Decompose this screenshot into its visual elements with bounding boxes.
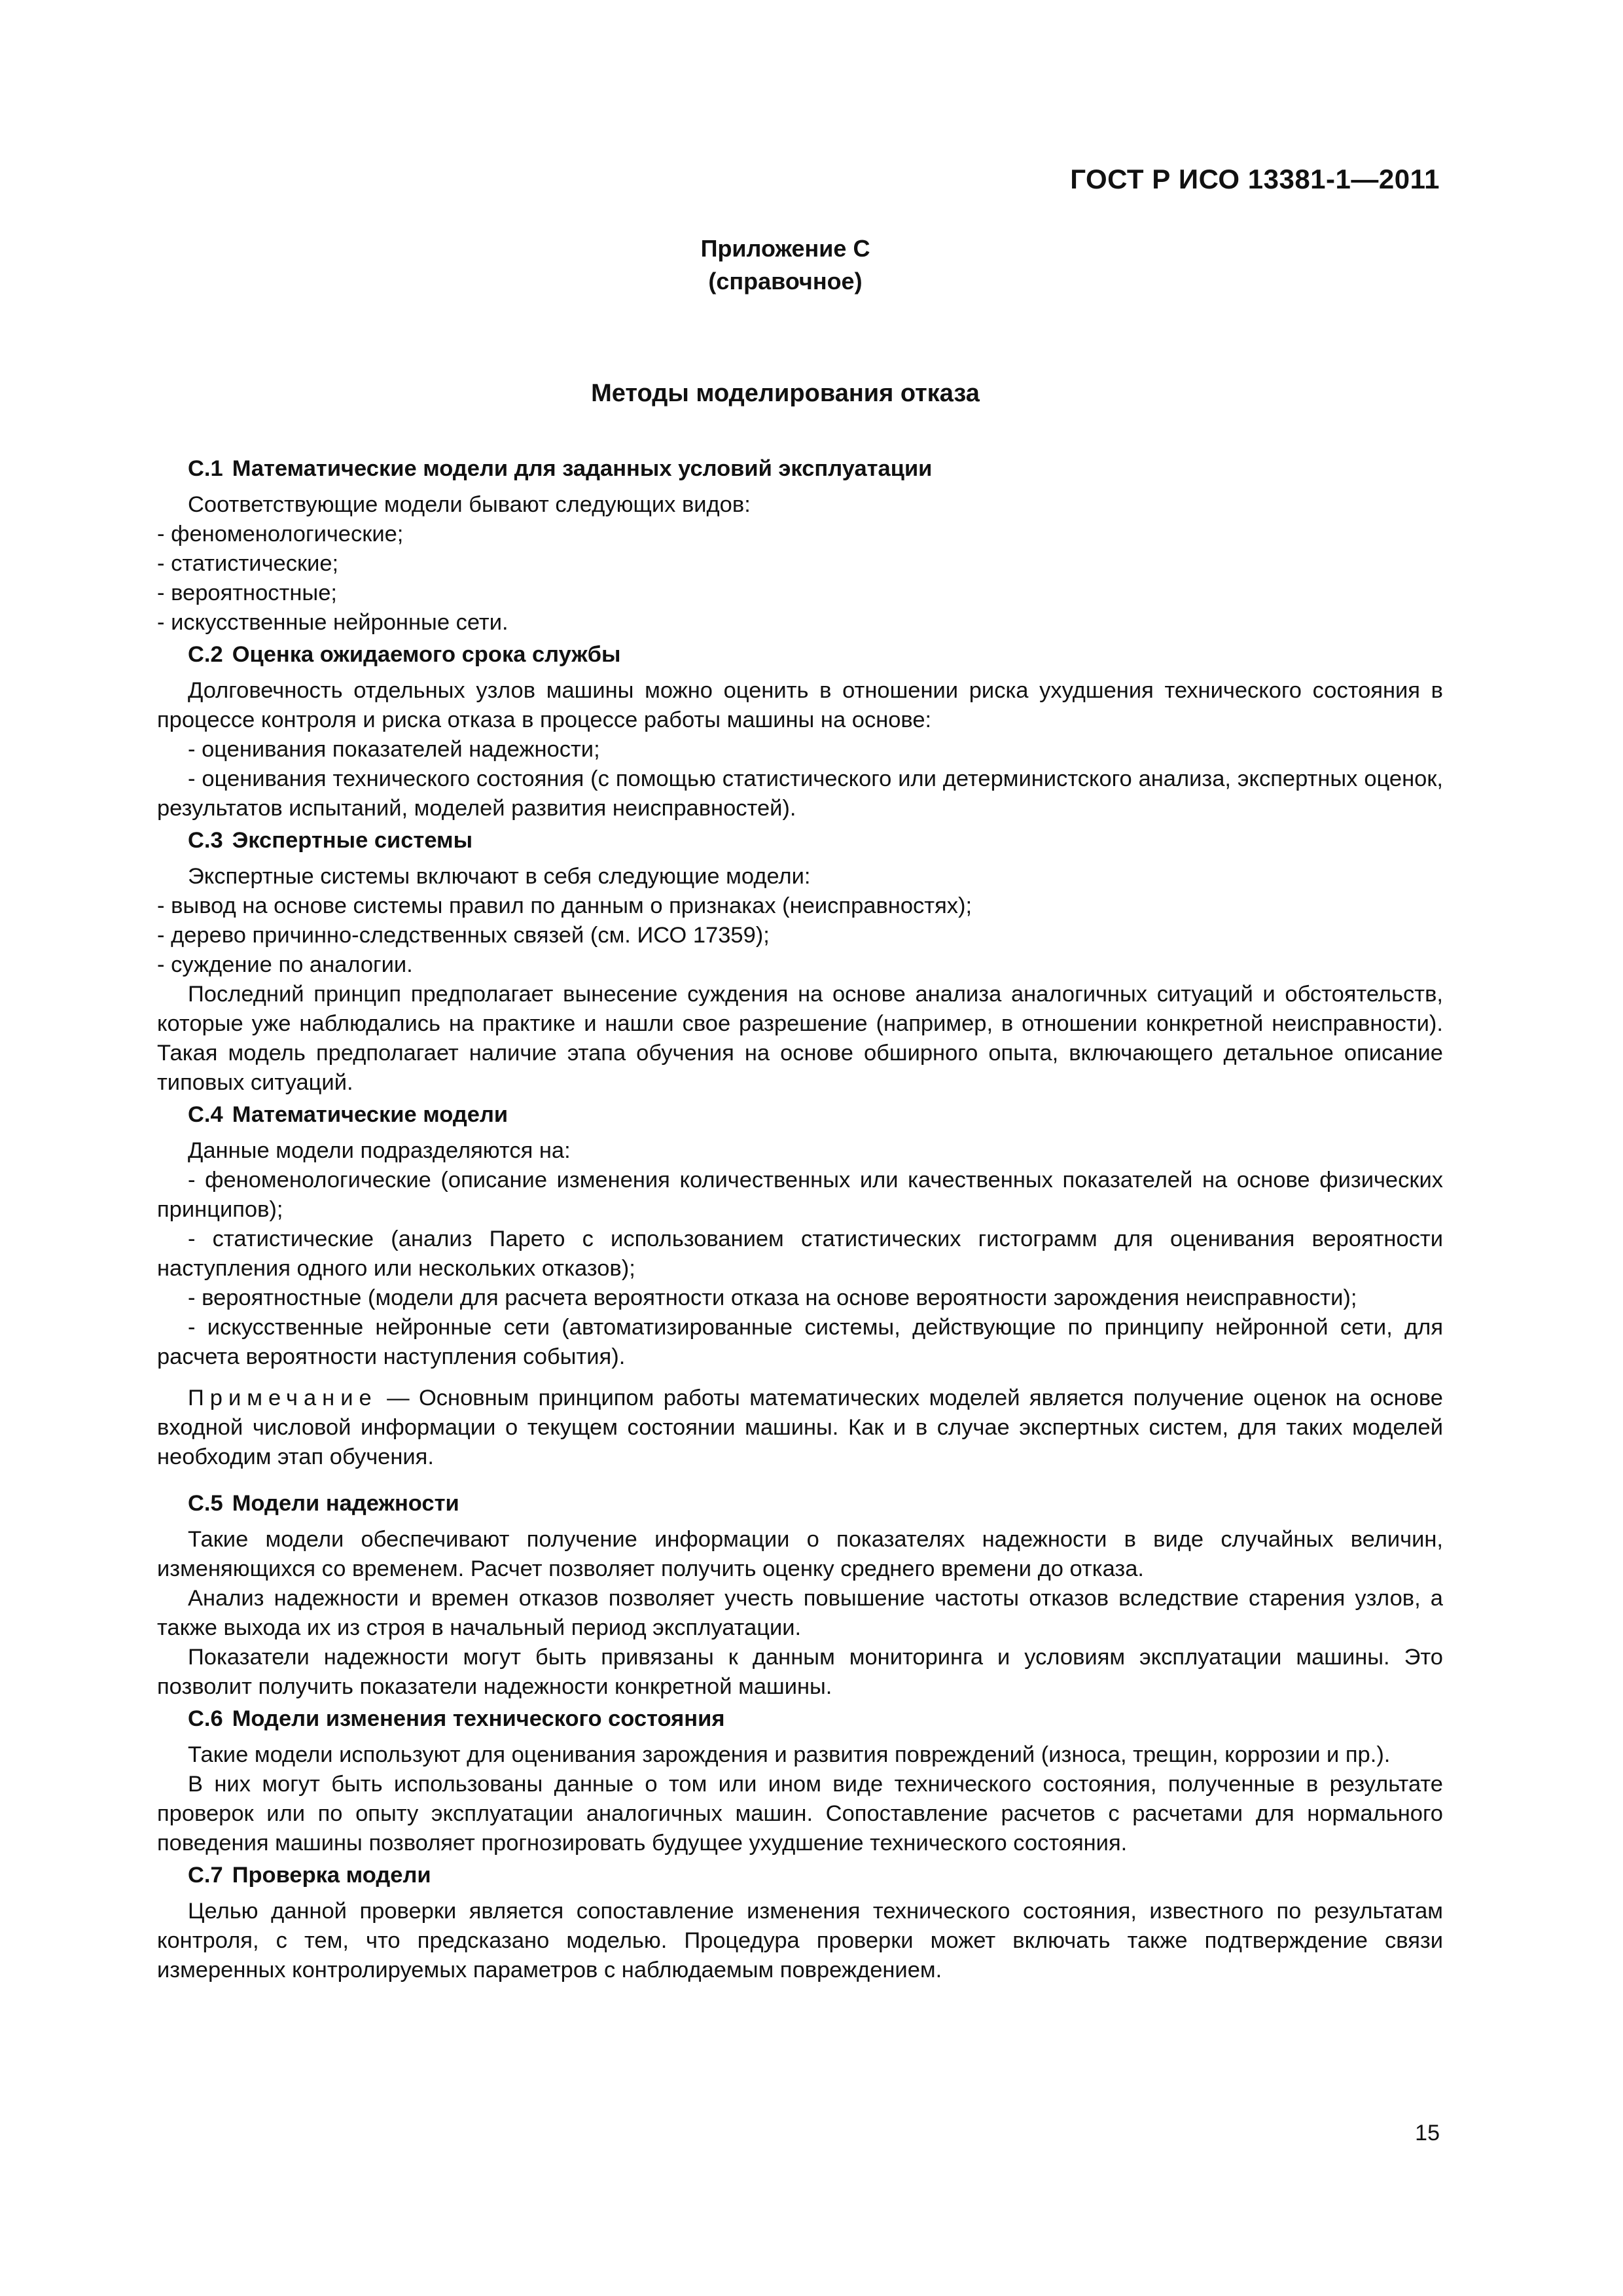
paragraph: Анализ надежности и времен отказов позволяет учесть повышение частоты отказов вследствие старения узлов, а также выхода их из строя в начальный период эксплуатации. <box>157 1586 1443 1640</box>
paragraph: Данные модели подразделяются на: <box>188 1138 571 1163</box>
section-heading: С.6 Модели изменения технического состояния <box>188 1706 725 1731</box>
appendix-label: Приложение С <box>700 235 870 262</box>
list-item: - вывод на основе системы правил по данным о признаках (неисправностях); <box>157 893 972 918</box>
document-body <box>157 452 1443 1985</box>
list-item: - вероятностные (модели для расчета вероятности отказа на основе вероятности зарождения неисправности); <box>188 1285 1357 1310</box>
paragraph: Показатели надежности могут быть привязаны к данным мониторинга и условиям эксплуатации машины. Это позволит получить показатели надежности конкретной машины. <box>157 1645 1443 1699</box>
note <box>157 1384 1443 1472</box>
paragraph: Последний принцип предполагает вынесение суждения на основе анализа аналогичных ситуаций и обстоятельств, которые уже наблюдались на практике и нашли свое разрешение (например, в отношении конкретной неисправности). Такая модель предполагает наличие этапа обучения на основе обширного опыта, включающего детальное описание типовых ситуаций. <box>157 982 1443 1095</box>
list-item: - феноменологические; <box>157 522 404 547</box>
appendix-type: (справочное) <box>708 268 863 295</box>
note-text: — Основным принципом работы математических моделей является получение оценок на основе входной числовой информации о текущем состоянии машины. Как и в случае экспертных систем, для таких моделей необходим этап обучения. <box>157 1386 1443 1469</box>
paragraph: Экспертные системы включают в себя следующие модели: <box>188 864 811 889</box>
section-heading: С.7 Проверка модели <box>188 1863 431 1888</box>
document-title: Методы моделирования отказа <box>591 380 980 407</box>
section-heading: С.5 Модели надежности <box>188 1491 459 1516</box>
paragraph: Такие модели обеспечивают получение информации о показателях надежности в виде случайных величин, изменяющихся со временем. Расчет позволяет получить оценку среднего времени до отказа. <box>157 1527 1443 1581</box>
standard-code: ГОСТ Р ИСО 13381-1—2011 <box>1070 164 1440 194</box>
page-number: 15 <box>1415 2121 1440 2145</box>
list-item: - оценивания показателей надежности; <box>188 737 600 762</box>
paragraph: Такие модели используют для оценивания зарождения и развития повреждений (износа, трещин, коррозии и пр.). <box>188 1742 1391 1767</box>
paragraph: Соответствующие модели бывают следующих видов: <box>188 492 751 517</box>
paragraph: Целью данной проверки является сопоставление изменения технического состояния, известного по результатам контроля, с тем, что предсказано моделью. Процедура проверки может включать также подтверждение связи измеренных контролируемых параметров с наблюдаемым повреждением. <box>157 1899 1443 1982</box>
section-heading: С.1 Математические модели для заданных условий эксплуатации <box>188 456 933 481</box>
section-heading: С.3 Экспертные системы <box>188 828 473 853</box>
list-item: - суждение по аналогии. <box>157 952 413 977</box>
appendix-heading <box>0 232 1571 298</box>
list-item: - статистические (анализ Парето с использованием статистических гистограмм для оценивания вероятности наступления одного или нескольких отказов); <box>157 1227 1443 1281</box>
paragraph: В них могут быть использованы данные о том или ином виде технического состояния, полученные в результате проверок или по опыту эксплуатации аналогичных машин. Сопоставление расчетов с расчетами для нормального поведения машины позволяет прогнозировать будущее ухудшение технического состояния. <box>157 1772 1443 1856</box>
list-item: - статистические; <box>157 551 339 576</box>
note-label: Примечание <box>188 1386 378 1410</box>
list-item: - искусственные нейронные сети (автоматизированные системы, действующие по принципу нейронной сети, для расчета вероятности наступления события). <box>157 1315 1443 1369</box>
list-item: - искусственные нейронные сети. <box>157 610 508 635</box>
list-item: - феноменологические (описание изменения количественных или качественных показателей на основе физических принципов); <box>157 1168 1443 1222</box>
paragraph: Долговечность отдельных узлов машины можно оценить в отношении риска ухудшения технического состояния в процессе контроля и риска отказа в процессе работы машины на основе: <box>157 678 1443 732</box>
section-heading: С.4 Математические модели <box>188 1102 508 1127</box>
list-item: - вероятностные; <box>157 581 337 605</box>
section-heading: С.2 Оценка ожидаемого срока службы <box>188 642 621 667</box>
list-item: - дерево причинно-следственных связей (см. ИСО 17359); <box>157 923 770 948</box>
list-item: - оценивания технического состояния (с помощью статистического или детерминистского анализа, экспертных оценок, результатов испытаний, моделей развития неисправностей). <box>157 766 1443 821</box>
